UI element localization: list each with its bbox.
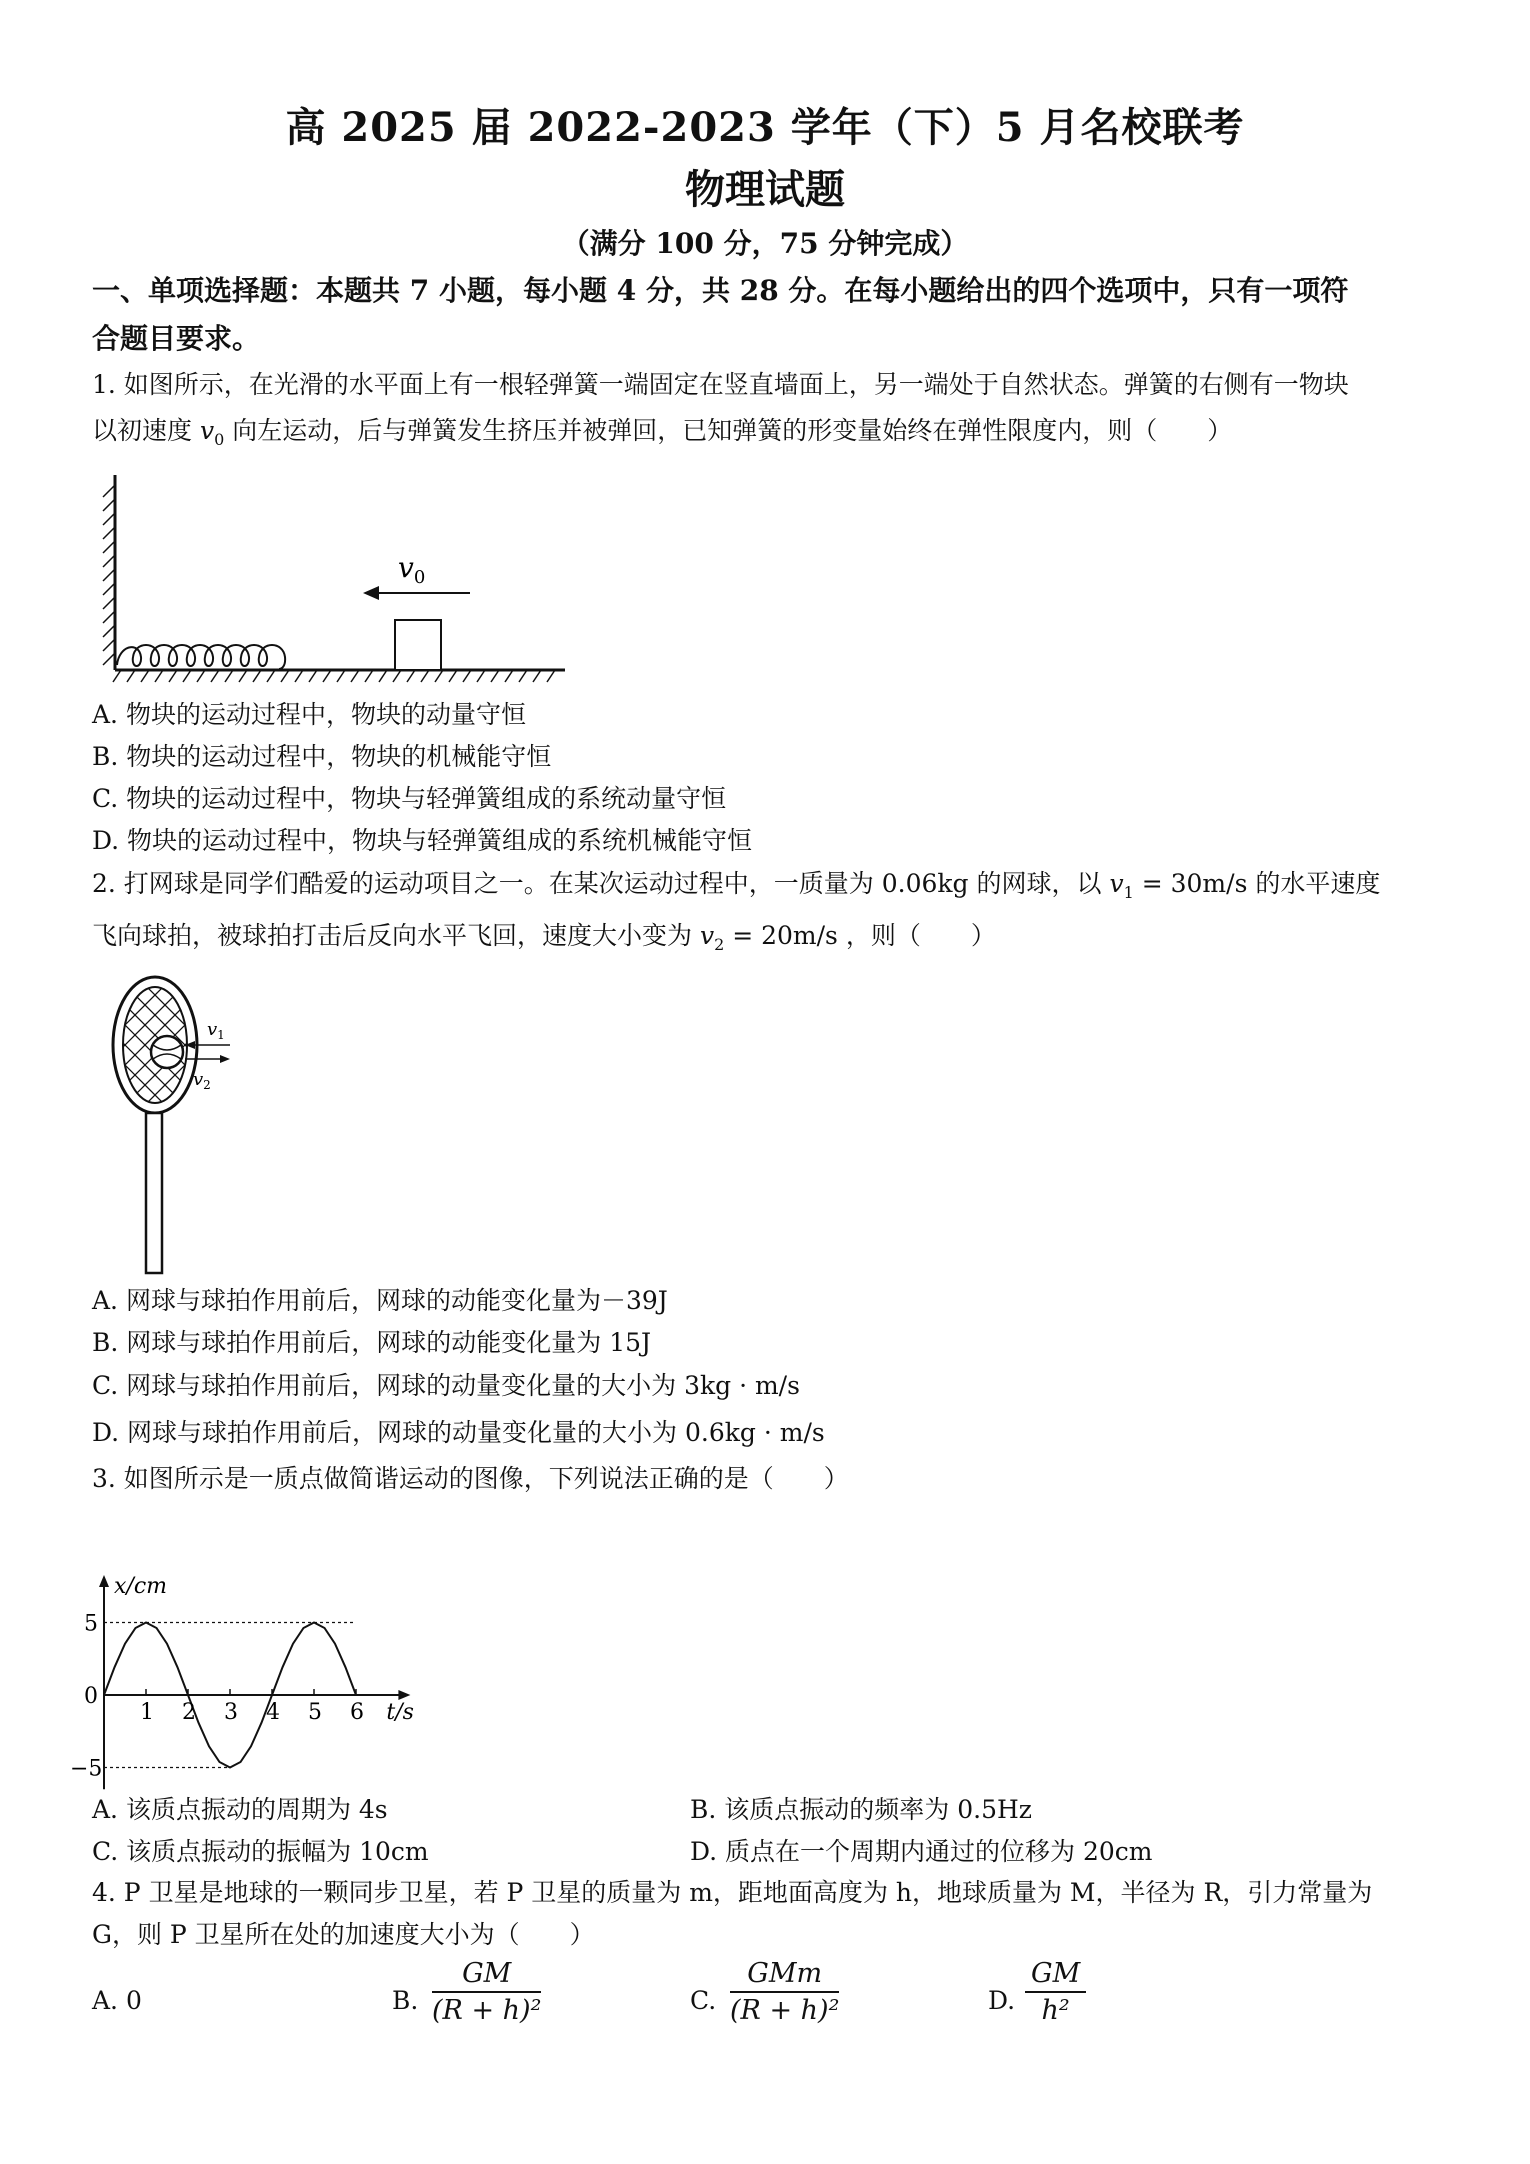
q1-stem-line2: 以初速度 $v_0$ 向左运动，后与弹簧发生挤压并被弹回，已知弹簧的形变量始终在弹性限度内，则（ ） xyxy=(92,416,1233,449)
q4-option-b-label: B. xyxy=(392,1986,419,2015)
floor-hatch xyxy=(113,670,555,682)
y-axis-arrow-icon xyxy=(99,1575,109,1587)
q2-racket-figure xyxy=(95,975,275,1275)
x-tick-label: 6 xyxy=(350,1700,364,1725)
q4-option-d-fraction: $\frac{GM}{\text{h²}}$ xyxy=(1025,1958,1086,2026)
racket-handle xyxy=(146,1113,162,1273)
q3-option-d: D. 质点在一个周期内通过的位移为 20cm xyxy=(690,1837,1153,1866)
q2-option-d: D. 网球与球拍作用前后，网球的动量变化量的大小为 0.6kg · m/s xyxy=(92,1418,825,1447)
q4-option-d-label: D. xyxy=(988,1986,1016,2015)
wall-hatch xyxy=(103,485,115,665)
section-heading-line1: 一、单项选择题：本题共 7 小题，每小题 4 分，共 28 分。在每小题给出的四个选项中，只有一项符 xyxy=(92,274,1349,307)
subject-title: 物理试题 xyxy=(685,166,845,213)
q4-option-c-fraction: GMm (R + h)² xyxy=(730,1958,840,2026)
q1-option-a: A. 物块的运动过程中，物块的动量守恒 xyxy=(92,700,526,729)
q4-stem-line1: 4. P 卫星是地球的一颗同步卫星，若 P 卫星的质量为 m，距地面高度为 h，地球质量为 M，半径为 R，引力常量为 xyxy=(92,1878,1373,1907)
v1-label: $v_1$ xyxy=(207,1019,225,1042)
section-heading-line2: 合题目要求。 xyxy=(92,322,261,355)
q4-stem-line2: G，则 P 卫星所在处的加速度大小为（ ） xyxy=(92,1920,595,1949)
v0-label: $v_0$ xyxy=(398,551,426,588)
x-axis-arrow-icon xyxy=(398,1690,410,1700)
q4-option-a: A. 0 xyxy=(92,1986,142,2015)
q1-option-c: C. 物块的运动过程中，物块与轻弹簧组成的系统动量守恒 xyxy=(92,784,727,813)
q3-option-a: A. 该质点振动的周期为 4s xyxy=(92,1795,388,1824)
score-note: （满分 100 分，75 分钟完成） xyxy=(561,227,969,260)
q3-shm-chart xyxy=(70,1505,492,1782)
y-tick-label: 0 xyxy=(84,1684,98,1709)
x-tick-label: 1 xyxy=(140,1700,154,1725)
q3-option-b: B. 该质点振动的频率为 0.5Hz xyxy=(690,1795,1032,1824)
q1-spring-figure xyxy=(95,465,595,685)
x-tick-label: 2 xyxy=(182,1700,196,1725)
x-tick-label: 5 xyxy=(308,1700,322,1725)
arrow-left-icon xyxy=(363,586,379,600)
arrow-right-icon xyxy=(220,1055,230,1063)
q2-option-c: C. 网球与球拍作用前后，网球的动量变化量的大小为 3kg · m/s xyxy=(92,1371,800,1400)
tennis-ball xyxy=(151,1036,183,1068)
v2-label: $v_2$ xyxy=(193,1069,211,1092)
x-axis-label: t/s xyxy=(386,1700,414,1725)
y-tick-label: −5 xyxy=(70,1756,103,1782)
x-tick-label: 3 xyxy=(224,1700,238,1725)
y-axis-label: x/cm xyxy=(114,1574,168,1599)
q1-option-b: B. 物块的运动过程中，物块的机械能守恒 xyxy=(92,742,552,771)
exam-title: 高 2025 届 2022-2023 学年（下）5 月名校联考 xyxy=(285,104,1245,151)
q1-stem-line1: 1. 如图所示，在光滑的水平面上有一根轻弹簧一端固定在竖直墙面上，另一端处于自然状态。弹簧的右侧有一物块 xyxy=(92,370,1349,399)
q4-option-c-label: C. xyxy=(690,1986,717,2015)
q2-stem-line2: 飞向球拍，被球拍打击后反向水平飞回，速度大小变为 $v_2 = 20m/s$ ，则（ ） xyxy=(92,921,996,954)
block xyxy=(395,620,441,670)
q3-option-c: C. 该质点振动的振幅为 10cm xyxy=(92,1837,429,1866)
q2-option-a: A. 网球与球拍作用前后，网球的动能变化量为－39J xyxy=(92,1286,668,1315)
y-tick-label: 5 xyxy=(84,1611,98,1637)
q2-option-b: B. 网球与球拍作用前后，网球的动能变化量为 15J xyxy=(92,1328,652,1357)
spring xyxy=(117,645,285,669)
q1-option-d: D. 物块的运动过程中，物块与轻弹簧组成的系统机械能守恒 xyxy=(92,826,753,855)
x-tick-label: 4 xyxy=(266,1700,280,1725)
q2-stem-line1: 2. 打网球是同学们酷爱的运动项目之一。在某次运动过程中，一质量为 0.06kg 的网球，以 $v_1 = 30m/s$ 的水平速度 xyxy=(92,869,1381,902)
q3-stem: 3. 如图所示是一质点做简谐运动的图像，下列说法正确的是（ ） xyxy=(92,1464,849,1493)
q4-option-b-fraction: $\frac{GM}{\text{(R + h)²}}$ xyxy=(432,1958,542,2026)
